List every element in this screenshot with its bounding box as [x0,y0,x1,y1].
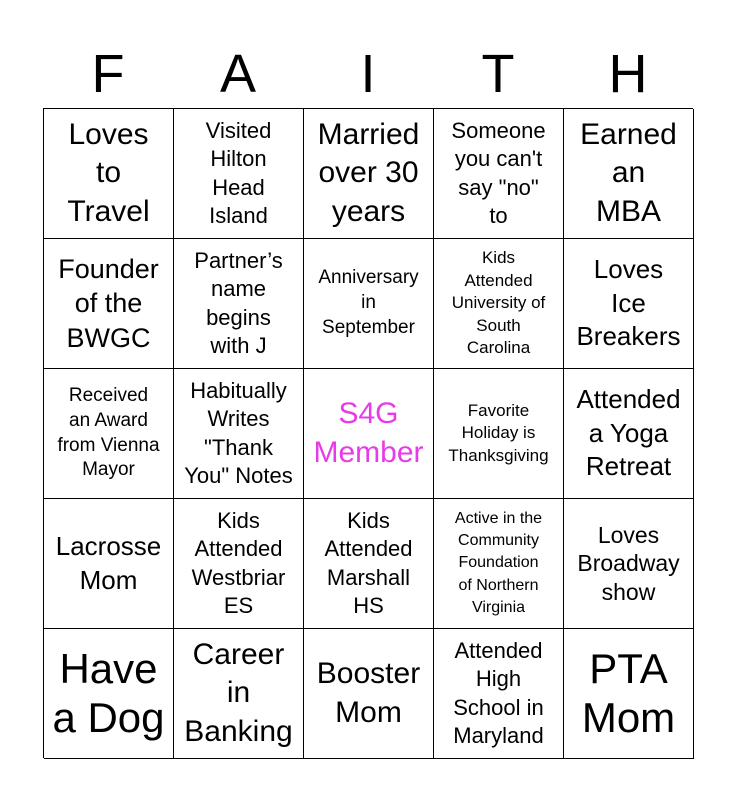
bingo-cell[interactable] [174,109,304,239]
cell-text: Earned an MBA [580,117,677,228]
cell-text: Founder of the BWGC [58,253,159,353]
cell-text: Have a Dog [52,645,165,741]
bingo-board [43,108,693,758]
cell-text: Career in Banking [184,637,293,748]
cell-text: Someone you can't say "no" to [451,118,546,228]
header-letter-f: F [91,44,125,104]
bingo-cell[interactable] [434,369,564,499]
cell-text: Loves Broadway show [577,521,680,605]
bingo-cell[interactable] [564,499,694,629]
bingo-cell[interactable] [44,499,174,629]
cell-text: Loves Ice Breakers [576,253,681,352]
cell-text: Visited Hilton Head Island [205,118,272,228]
cell-text: Favorite Holiday is Thanksgiving [448,400,549,465]
cell-text: Kids Attended University of South Carolina [451,248,546,358]
cell-text: Booster Mom [316,657,421,729]
cell-text: Received an Award from Vienna Mayor [57,385,160,481]
cell-text: Kids Attended Westbriar ES [191,508,286,618]
bingo-cell[interactable] [174,629,304,759]
bingo-cell[interactable] [174,499,304,629]
cell-text: Married over 30 years [317,117,420,228]
bingo-cell[interactable] [304,239,434,369]
bingo-cell[interactable] [304,629,434,759]
header-letter-t: T [481,44,515,104]
cell-text: Loves to Travel [67,117,150,228]
free-space-text: S4G Member [313,397,424,469]
cell-text: Habitually Writes "Thank You" Notes [184,378,293,488]
bingo-cell[interactable] [434,239,564,369]
cell-text: Kids Attended Marshall HS [324,508,413,618]
header-letter-a: A [219,44,257,104]
free-space[interactable] [304,369,434,499]
bingo-cell[interactable] [44,369,174,499]
bingo-cell[interactable] [434,629,564,759]
cell-text: Partner’s name begins with J [194,248,283,358]
cell-text: Active in the Community Foundation of Northern Virginia [454,509,543,617]
bingo-cell[interactable] [564,239,694,369]
bingo-cell[interactable] [304,499,434,629]
bingo-cell[interactable] [44,629,174,759]
cell-text: PTA Mom [581,645,676,741]
bingo-cell[interactable] [564,629,694,759]
header-letter-h: H [608,44,648,104]
cell-text: Lacrosse Mom [55,530,162,595]
cell-text: Attended High School in Maryland [453,638,544,748]
bingo-cell[interactable] [44,239,174,369]
header-letter-i: I [360,44,376,104]
bingo-cell[interactable] [174,239,304,369]
bingo-cell[interactable] [44,109,174,239]
bingo-cell[interactable] [304,109,434,239]
bingo-cell[interactable] [434,109,564,239]
bingo-header [43,40,693,108]
cell-text: Attended a Yoga Retreat [576,383,681,482]
bingo-cell[interactable] [174,369,304,499]
bingo-cell[interactable] [564,369,694,499]
cell-text: Anniversary in September [318,267,419,338]
bingo-cell[interactable] [564,109,694,239]
bingo-cell[interactable] [434,499,564,629]
